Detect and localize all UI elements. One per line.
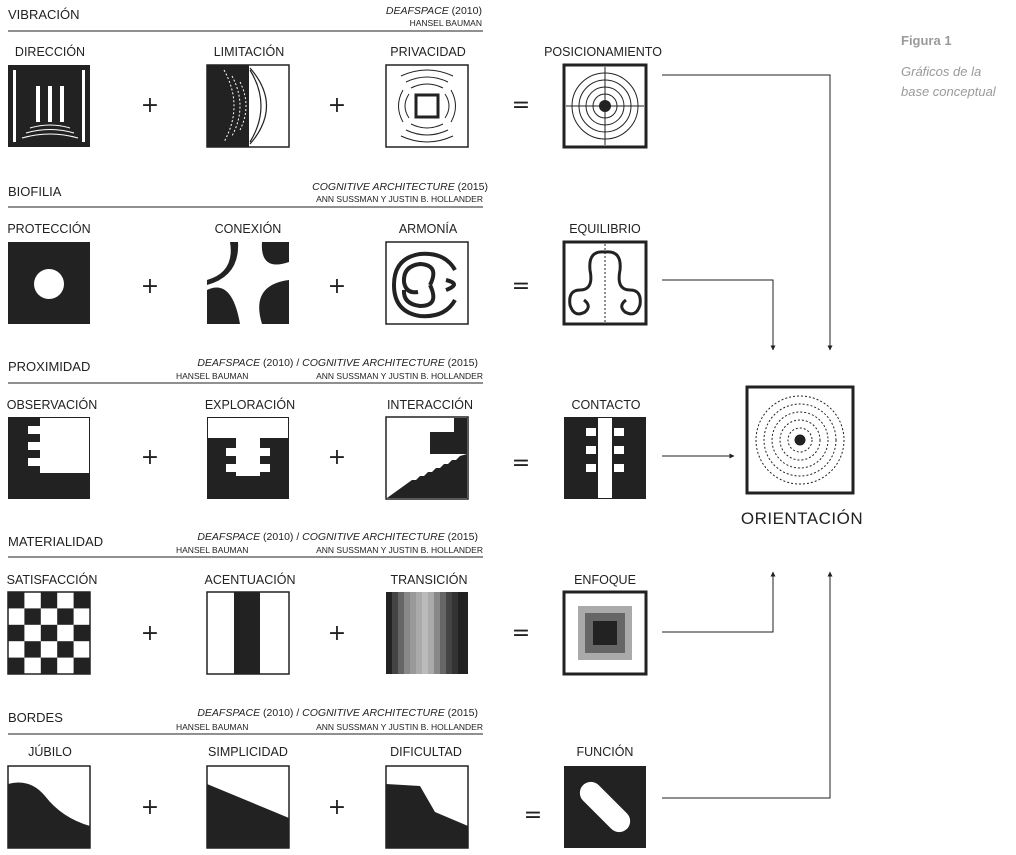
section-title: MATERIALIDAD xyxy=(8,534,104,549)
section-materialidad xyxy=(7,531,646,674)
plus-operator: + xyxy=(140,795,160,820)
equals-operator: = xyxy=(511,451,531,476)
section-title: BIOFILIA xyxy=(8,184,62,199)
item-label: ARMONÍA xyxy=(398,222,458,236)
equals-operator: = xyxy=(511,274,531,299)
funcion-icon xyxy=(564,766,646,848)
section-author: ANN SUSSMAN Y JUSTIN B. HOLLANDER xyxy=(316,545,483,555)
section-author: HANSEL BAUMAN xyxy=(176,371,249,381)
dificultad-icon xyxy=(386,766,468,848)
plus-operator: + xyxy=(140,445,160,470)
enfoque-icon xyxy=(564,592,646,674)
satisfaccion-icon xyxy=(8,592,90,674)
exploracion-icon xyxy=(207,417,289,499)
result-label: POSICIONAMIENTO xyxy=(544,45,662,59)
item-label: EXPLORACIÓN xyxy=(204,398,296,412)
connector-arrow xyxy=(662,572,773,632)
item-label: DIFICULTAD xyxy=(390,745,462,759)
transicion-icon xyxy=(386,592,468,674)
simplicidad-icon xyxy=(207,766,289,848)
result-label: EQUILIBRIO xyxy=(569,222,641,236)
section-source: DEAFSPACE (2010) xyxy=(385,5,482,17)
equilibrio-icon xyxy=(564,242,646,324)
plus-operator: + xyxy=(327,274,347,299)
item-label: DIRECCIÓN xyxy=(14,45,86,59)
conexion-icon xyxy=(207,242,289,324)
acentuacion-icon xyxy=(207,592,289,674)
result-label: CONTACTO xyxy=(571,398,641,412)
section-bordes xyxy=(8,707,646,848)
contacto-icon xyxy=(564,417,646,499)
orientacion-label: ORIENTACIÓN xyxy=(740,509,864,528)
figure-caption-line1: Gráficos de la xyxy=(901,64,982,79)
equals-operator: = xyxy=(511,621,531,646)
section-author: ANN SUSSMAN Y JUSTIN B. HOLLANDER xyxy=(316,194,483,204)
section-author: HANSEL BAUMAN xyxy=(176,722,249,732)
section-title: BORDES xyxy=(8,710,63,725)
orientacion-node xyxy=(741,387,863,528)
interaccion-icon xyxy=(386,417,468,499)
armonia-icon xyxy=(386,242,468,324)
plus-operator: + xyxy=(140,93,160,118)
section-author: ANN SUSSMAN Y JUSTIN B. HOLLANDER xyxy=(316,371,483,381)
section-author: ANN SUSSMAN Y JUSTIN B. HOLLANDER xyxy=(316,722,483,732)
item-label: LIMITACIÓN xyxy=(213,45,285,59)
item-label: JÚBILO xyxy=(28,745,72,759)
item-label: PRIVACIDAD xyxy=(390,45,466,59)
privacidad-icon xyxy=(386,65,468,147)
item-label: OBSERVACIÓN xyxy=(6,398,98,412)
item-label: SIMPLICIDAD xyxy=(208,745,288,759)
plus-operator: + xyxy=(327,445,347,470)
direccion-icon xyxy=(8,65,90,147)
posicionamiento-icon xyxy=(564,65,646,147)
item-label: PROTECCIÓN xyxy=(7,222,91,236)
section-author: HANSEL BAUMAN xyxy=(176,545,249,555)
connector-arrow xyxy=(662,280,773,350)
observacion-icon xyxy=(8,417,90,499)
plus-operator: + xyxy=(140,621,160,646)
figure-number: Figura 1 xyxy=(901,33,952,48)
item-label: SATISFACCIÓN xyxy=(6,573,98,587)
section-source: DEAFSPACE (2010) / COGNITIVE ARCHITECTURE (2015) xyxy=(197,707,478,719)
item-label: CONEXIÓN xyxy=(214,222,282,236)
item-label: ACENTUACIÓN xyxy=(204,573,296,587)
connector-arrow xyxy=(662,75,830,350)
result-label: FUNCIÓN xyxy=(576,745,634,759)
section-source: DEAFSPACE (2010) / COGNITIVE ARCHITECTURE (2015) xyxy=(197,357,478,369)
equals-operator: = xyxy=(511,93,531,118)
equals-operator: = xyxy=(523,803,543,828)
plus-operator: + xyxy=(140,274,160,299)
limitacion-icon xyxy=(207,65,289,147)
figure-caption-line2: base conceptual xyxy=(901,84,996,99)
result-label: ENFOQUE xyxy=(574,573,636,587)
proteccion-icon xyxy=(8,242,90,324)
item-label: TRANSICIÓN xyxy=(390,573,468,587)
section-source: DEAFSPACE (2010) / COGNITIVE ARCHITECTURE (2015) xyxy=(197,531,478,543)
section-vibracion xyxy=(8,5,662,147)
section-title: VIBRACIÓN xyxy=(8,7,80,22)
section-biofilia xyxy=(7,181,646,324)
jubilo-icon xyxy=(8,766,90,848)
section-title: PROXIMIDAD xyxy=(8,359,91,374)
section-proximidad xyxy=(7,357,646,499)
plus-operator: + xyxy=(327,621,347,646)
plus-operator: + xyxy=(327,93,347,118)
connector-arrow xyxy=(662,572,830,798)
plus-operator: + xyxy=(327,795,347,820)
section-source: COGNITIVE ARCHITECTURE (2015) xyxy=(312,181,488,193)
section-author: HANSEL BAUMAN xyxy=(409,18,482,28)
item-label: INTERACCIÓN xyxy=(386,398,474,412)
